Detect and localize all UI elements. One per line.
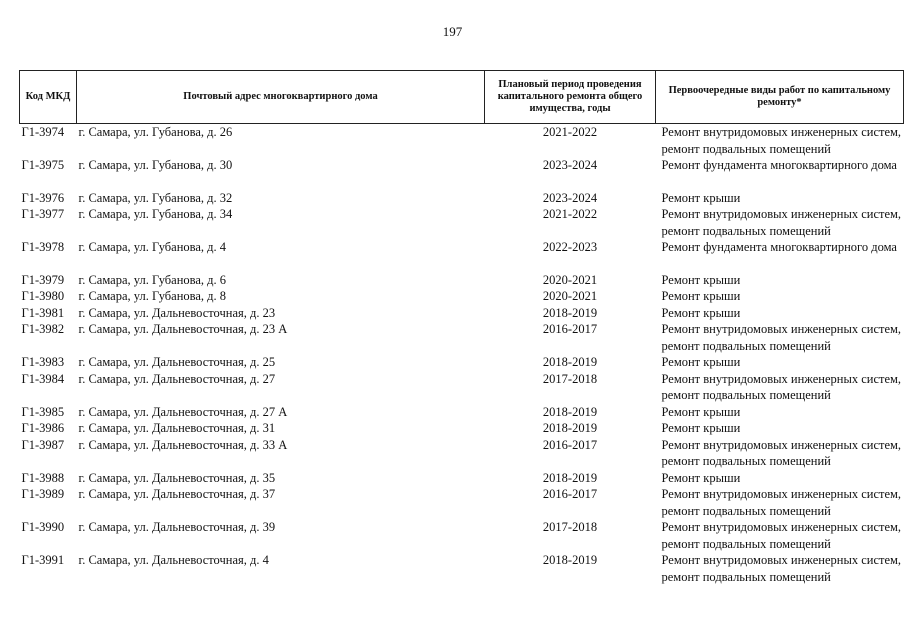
table-row: [20, 371, 904, 404]
row-period: 2018-2019: [542, 470, 598, 485]
table-row: [20, 437, 904, 470]
row-address: г. Самара, ул. Губанова, д. 8: [78, 289, 227, 303]
row-address: г. Самара, ул. Дальневосточная, д. 35: [78, 470, 276, 485]
row-code: Г1-3988: [21, 470, 65, 485]
row-works: Ремонт внутридомовых инженерных систем, ремонт подвальных помещений: [661, 487, 902, 518]
row-period: 2018-2019: [542, 305, 598, 320]
row-period: 2018-2019: [542, 355, 598, 369]
row-address: г. Самара, ул. Дальневосточная, д. 27 А: [78, 404, 288, 419]
row-code: Г1-3991: [21, 553, 65, 567]
row-code: Г1-3983: [21, 355, 65, 369]
table-header-row: [20, 71, 904, 124]
row-address: г. Самара, ул. Дальневосточная, д. 27: [78, 371, 276, 386]
row-address: г. Самара, ул. Дальневосточная, д. 23: [78, 305, 276, 320]
row-address: г. Самара, ул. Губанова, д. 30: [78, 158, 233, 172]
row-address: г. Самара, ул. Губанова, д. 4: [78, 240, 227, 254]
capital-repair-table: [19, 70, 904, 585]
row-period: 2018-2019: [542, 421, 598, 435]
row-works: Ремонт фундамента многоквартирного дома: [661, 240, 897, 254]
table-row: [20, 239, 904, 272]
row-code: Г1-3975: [21, 158, 65, 172]
row-period: 2016-2017: [542, 322, 598, 336]
row-works: Ремонт крыши: [661, 190, 741, 205]
table-row: [20, 486, 904, 519]
row-address: г. Самара, ул. Губанова, д. 34: [78, 207, 233, 221]
row-address: г. Самара, ул. Дальневосточная, д. 4: [78, 553, 269, 567]
row-address: г. Самара, ул. Дальневосточная, д. 37: [78, 487, 276, 501]
row-code: Г1-3974: [21, 125, 65, 139]
table-row: [20, 354, 904, 371]
row-period: 2021-2022: [542, 207, 598, 221]
row-address: г. Самара, ул. Губанова, д. 6: [78, 272, 227, 287]
row-period: 2022-2023: [542, 240, 598, 254]
row-period: 2017-2018: [542, 371, 598, 386]
row-period: 2018-2019: [542, 404, 598, 419]
table-row: [20, 305, 904, 322]
table-row: [20, 190, 904, 207]
row-works: Ремонт внутридомовых инженерных систем, ремонт подвальных помещений: [661, 322, 902, 353]
row-works: Ремонт внутридомовых инженерных систем, ремонт подвальных помещений: [661, 520, 902, 551]
row-period: 2017-2018: [542, 520, 598, 534]
row-address: г. Самара, ул. Дальневосточная, д. 23 А: [78, 322, 288, 336]
header-code: Код МКД: [20, 71, 77, 124]
table-row: [20, 288, 904, 305]
row-works: Ремонт крыши: [661, 272, 741, 287]
row-works: Ремонт крыши: [661, 289, 741, 303]
registry-sheet: [19, 70, 903, 585]
row-code: Г1-3985: [21, 404, 65, 419]
row-works: Ремонт крыши: [661, 470, 741, 485]
row-works: Ремонт внутридомовых инженерных систем, ремонт подвальных помещений: [661, 207, 902, 238]
table-row: [20, 206, 904, 239]
row-code: Г1-3980: [21, 289, 65, 303]
row-address: г. Самара, ул. Дальневосточная, д. 33 А: [78, 437, 288, 452]
table-row: [20, 420, 904, 437]
header-works: Первоочередные виды работ по капитальному ремонту*: [656, 71, 904, 124]
row-address: г. Самара, ул. Дальневосточная, д. 31: [78, 421, 276, 435]
row-code: Г1-3982: [21, 322, 65, 336]
row-code: Г1-3981: [21, 305, 65, 320]
table-row: [20, 519, 904, 552]
header-period: Плановый период проведения капитального ремонта общего имущества, годы: [485, 71, 656, 124]
row-code: Г1-3979: [21, 272, 65, 287]
table-row: [20, 124, 904, 158]
row-address: г. Самара, ул. Губанова, д. 32: [78, 190, 233, 205]
table-row: [20, 404, 904, 421]
row-works: Ремонт крыши: [661, 355, 741, 369]
header-address: Почтовый адрес многоквартирного дома: [77, 71, 485, 124]
row-code: Г1-3990: [21, 520, 65, 534]
row-works: Ремонт внутридомовых инженерных систем, ремонт подвальных помещений: [661, 371, 902, 402]
row-works: Ремонт внутридомовых инженерных систем, ремонт подвальных помещений: [661, 125, 902, 156]
table-row: [20, 321, 904, 354]
table-row: [20, 272, 904, 289]
page-number: 197: [442, 24, 463, 39]
row-period: 2018-2019: [542, 553, 598, 567]
row-address: г. Самара, ул. Дальневосточная, д. 39: [78, 520, 276, 534]
row-works: Ремонт внутридомовых инженерных систем, ремонт подвальных помещений: [661, 437, 902, 468]
row-period: 2016-2017: [542, 487, 598, 501]
row-period: 2021-2022: [542, 125, 598, 139]
table-row: [20, 470, 904, 487]
row-address: г. Самара, ул. Губанова, д. 26: [78, 125, 233, 139]
row-period: 2020-2021: [542, 272, 598, 287]
row-works: Ремонт крыши: [661, 305, 741, 320]
table-row: [20, 552, 904, 585]
row-code: Г1-3986: [21, 421, 65, 435]
row-code: Г1-3987: [21, 437, 65, 452]
row-period: 2023-2024: [542, 190, 598, 205]
row-works: Ремонт крыши: [661, 421, 741, 435]
row-works: Ремонт внутридомовых инженерных систем, ремонт подвальных помещений: [661, 553, 902, 584]
row-works: Ремонт крыши: [661, 404, 741, 419]
table-row: [20, 157, 904, 190]
row-works: Ремонт фундамента многоквартирного дома: [661, 158, 897, 172]
row-period: 2020-2021: [542, 289, 598, 303]
row-address: г. Самара, ул. Дальневосточная, д. 25: [78, 355, 276, 369]
row-code: Г1-3984: [21, 371, 65, 386]
row-period: 2016-2017: [542, 437, 598, 452]
row-period: 2023-2024: [542, 158, 598, 172]
row-code: Г1-3976: [21, 190, 65, 205]
row-code: Г1-3989: [21, 487, 65, 501]
row-code: Г1-3978: [21, 240, 65, 254]
row-code: Г1-3977: [21, 207, 65, 221]
